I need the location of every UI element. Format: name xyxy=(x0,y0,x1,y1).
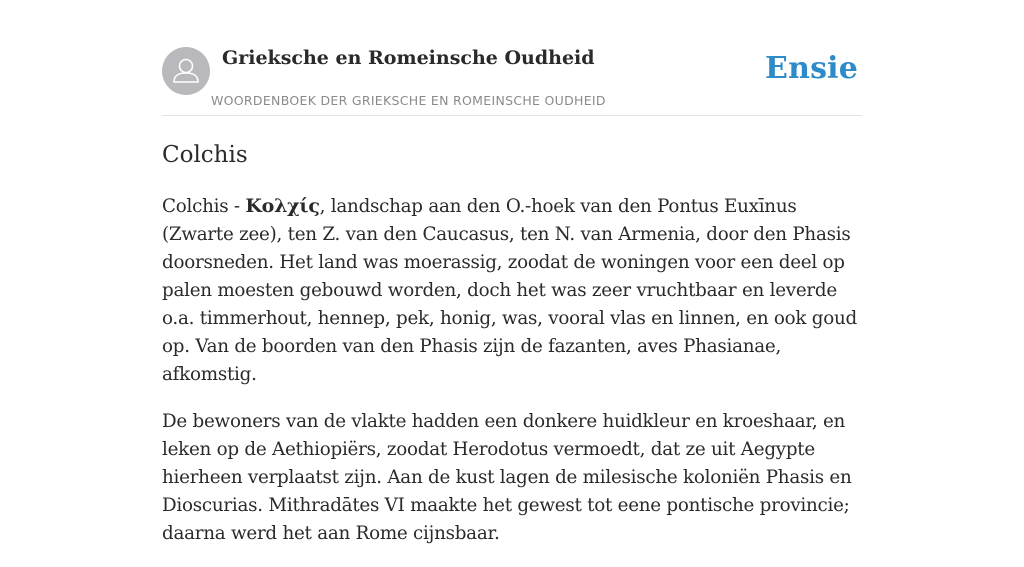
avatar[interactable] xyxy=(162,47,210,95)
entry-paragraph-1 xyxy=(162,192,862,389)
header-divider xyxy=(162,115,862,116)
book-title[interactable]: Grieksche en Romeinsche Oudheid xyxy=(222,47,595,69)
entry-paragraph-2: De bewoners van de vlakte hadden een donkere huidkleur en kroeshaar, en leken op de Aethiopiërs, zoodat Herodotus vermoedt, dat ze uit Aegypte hierheen verplaatst zijn. Aan de kust lagen de milesische koloniën Phasis en Dioscurias. Mithradātes VI maakte het gewest tot eene pontische provincie; daarna werd het aan Rome cijnsbaar. xyxy=(162,411,852,544)
ensie-logo[interactable]: Ensie xyxy=(765,51,859,86)
greek-term: Κολχίς xyxy=(245,195,320,217)
entry-content xyxy=(162,192,862,567)
entry-lemma: Colchis - xyxy=(162,196,246,217)
entry-title: Colchis xyxy=(162,142,248,168)
book-subtitle: WOORDENBOEK DER GRIEKSCHE EN ROMEINSCHE OUDHEID xyxy=(211,93,606,108)
user-icon xyxy=(162,47,210,95)
entry-paragraph-1-text: , landschap aan den O.-hoek van den Pontus Euxīnus (Zwarte zee), ten Z. van den Caucasus, ten N. van Armenia, door den Phasis doorsneden. Het land was moerassig, zoodat de woningen voor een deel op palen moesten gebouwd worden, doch het was zeer vruchtbaar en leverde o.a. timmerhout, hennep, pek, honig, was, vooral vlas en linnen, en ook goud op. Van de boorden van den Phasis zijn de fazanten, aves Phasianae, afkomstig. xyxy=(162,196,857,385)
